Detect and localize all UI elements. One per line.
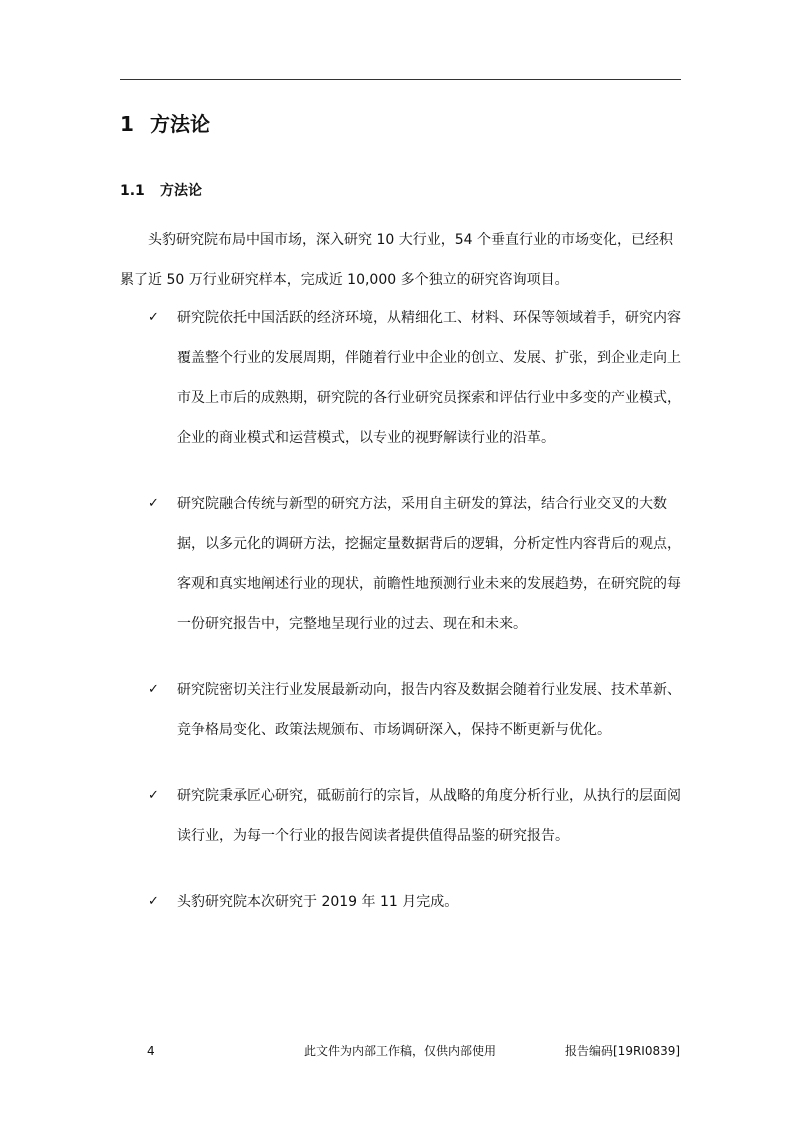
- checkmark-icon: ✓: [148, 496, 159, 511]
- section-heading: [120, 110, 210, 138]
- bullet-list: [148, 298, 688, 948]
- subsection-title: 方法论: [160, 183, 202, 199]
- bullet-item: [148, 670, 692, 750]
- checkmark-icon: ✓: [148, 894, 159, 909]
- header-rule: [120, 79, 681, 80]
- bullet-text: 研究院密切关注行业发展最新动向，报告内容及数据会随着行业发展、技术革新、竞争格局变化、政策法规颁布、市场调研深入，保持不断更新与优化。: [177, 682, 681, 738]
- bullet-item: [148, 776, 692, 856]
- intro-paragraph: 头豹研究院布局中国市场，深入研究 10 大行业，54 个垂直行业的市场变化，已经积累了近 50 万行业研究样本，完成近 10,000 多个独立的研究咨询项目。: [120, 232, 673, 288]
- subsection-heading: [120, 180, 202, 202]
- subsection-number: 1.1: [120, 183, 145, 199]
- checkmark-icon: ✓: [148, 682, 159, 697]
- bullet-item: [148, 298, 692, 458]
- report-code: 报告编码[19RI0839]: [565, 1044, 681, 1058]
- bullet-item: [148, 484, 692, 644]
- bullet-text: 头豹研究院本次研究于 2019 年 11 月完成。: [177, 894, 459, 910]
- confidential-notice: 此文件为内部工作稿，仅供内部使用: [304, 1044, 497, 1058]
- section-number: 1: [120, 112, 134, 136]
- page-number: 4: [147, 1044, 155, 1058]
- bullet-text: 研究院融合传统与新型的研究方法，采用自主研发的算法，结合行业交叉的大数据，以多元化的调研方法，挖掘定量数据背后的逻辑，分析定性内容背后的观点，客观和真实地阐述行业的现状，前瞻性地预测行业未来的发展趋势，在研究院的每一份研究报告中，完整地呈现行业的过去、现在和未来。: [177, 496, 681, 632]
- checkmark-icon: ✓: [148, 310, 159, 325]
- bullet-text: 研究院依托中国活跃的经济环境，从精细化工、材料、环保等领域着手，研究内容覆盖整个行业的发展周期，伴随着行业中企业的创立、发展、扩张，到企业走向上市及上市后的成熟期，研究院的各行业研究员探索和评估行业中多变的产业模式，企业的商业模式和运营模式，以专业的视野解读行业的沿革。: [177, 310, 681, 446]
- bullet-item: [148, 882, 692, 922]
- section-title: 方法论: [150, 112, 210, 136]
- checkmark-icon: ✓: [148, 788, 159, 803]
- bullet-text: 研究院秉承匠心研究，砥砺前行的宗旨，从战略的角度分析行业，从执行的层面阅读行业，为每一个行业的报告阅读者提供值得品鉴的研究报告。: [177, 788, 681, 844]
